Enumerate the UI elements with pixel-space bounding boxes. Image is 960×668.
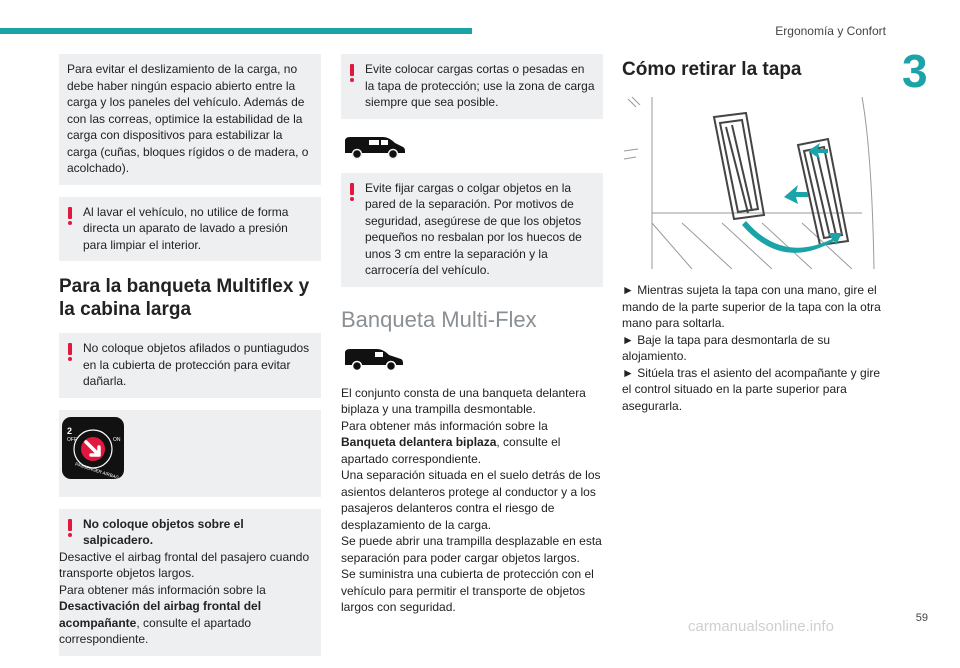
warning-text: Evite colocar cargas cortas o pesadas en la tapa de protección; use la zona de carga siempre que sea posible. xyxy=(365,62,595,109)
warning-box-sharp-objects xyxy=(59,333,321,398)
warning-box-short-loads xyxy=(341,54,603,119)
warning-text: No coloque objetos afilados o puntiagudos en la cubierta de protección para evitar dañarla. xyxy=(83,341,310,388)
header-accent-bar xyxy=(0,28,472,34)
chapter-number: 3 xyxy=(902,45,928,97)
svg-text:PASSENGER AIRBAG: PASSENGER AIRBAG xyxy=(74,460,120,480)
warning-box-dashboard xyxy=(59,509,321,656)
van-short-icon xyxy=(343,343,407,373)
watermark: carmanualsonline.info xyxy=(688,618,834,635)
section-title-multiflex-bench: Banqueta Multi-Flex xyxy=(341,306,537,332)
info-box-load xyxy=(59,54,321,185)
van-long-figure xyxy=(341,131,603,165)
section-title-remove-cover: Cómo retirar la tapa xyxy=(622,59,802,80)
paragraph: Se puede abrir una trampilla desplazable en esta separación para poder cargar objetos largos. xyxy=(341,534,602,565)
airbag-off-icon xyxy=(61,416,125,480)
column-3 xyxy=(622,54,884,414)
paragraph: Se suministra una cubierta de protección con el vehículo para permitir el transporte de objetos largos con seguridad. xyxy=(341,567,594,614)
warning-icon xyxy=(349,64,355,84)
column-2 xyxy=(341,54,603,616)
chapter-title: Ergonomía y Confort xyxy=(775,24,886,38)
svg-text:OFF: OFF xyxy=(67,436,77,443)
svg-text:ON: ON xyxy=(113,436,121,443)
cross-reference[interactable]: Banqueta delantera biplaza xyxy=(341,435,497,449)
van-long-icon xyxy=(343,131,407,161)
warning-box-washing xyxy=(59,197,321,262)
page-number: 59 xyxy=(915,612,928,624)
paragraph: Una separación situada en el suelo detrás de los asientos delanteros protege al conductor y a los pasajeros delanteros contra el riesgo de desplazamiento de la carga. xyxy=(341,468,601,532)
warning-title: No coloque objetos sobre el salpicadero. xyxy=(83,516,244,547)
svg-text:2: 2 xyxy=(67,425,73,436)
warning-icon xyxy=(67,519,73,539)
airbag-image-box xyxy=(59,410,321,497)
cross-reference[interactable]: Desactivación del airbag frontal del acompañante xyxy=(59,599,262,630)
warning-icon xyxy=(349,183,355,203)
warning-icon xyxy=(67,207,73,227)
cover-removal-illustration xyxy=(622,93,884,274)
warning-text: Evite fijar cargas o colgar objetos en la pared de la separación. Por motivos de seguridad, asegúrese de que los objetos pequeños no resbalan por los huecos de unos 3 cm entre la separación y la carrocería del vehículo. xyxy=(365,180,582,277)
warning-text: Para obtener más información sobre la Desactivación del airbag frontal del acompañante, consulte el apartado correspondiente. xyxy=(59,582,266,646)
paragraph: El conjunto consta de una banqueta delantera biplaza y una trampilla desmontable. xyxy=(341,385,586,416)
section-title-multiflex: Para la banqueta Multiflex y la cabina larga xyxy=(59,276,310,320)
warning-text: Al lavar el vehículo, no utilice de forma directa un aparato de lavado a presión para limpiar el interior. xyxy=(83,204,289,252)
paragraph: Para obtener más información sobre la Banqueta delantera biplaza, consulte el apartado correspondiente. xyxy=(341,418,561,466)
column-1 xyxy=(59,54,321,668)
warning-box-partition xyxy=(341,173,603,287)
step: ► Mientras sujeta la tapa con una mano, gire el mando de la parte superior de la tapa con la otra mano para soltarla. xyxy=(622,283,881,330)
warning-icon xyxy=(67,343,73,363)
van-short-figure xyxy=(341,343,603,377)
warning-text: Desactive el airbag frontal del pasajero cuando transporte objetos largos. xyxy=(59,549,310,580)
step: ► Sitúela tras el asiento del acompañante y gire el control situado en la parte superior para asegurarla. xyxy=(622,365,881,413)
info-text: Para evitar el deslizamiento de la carga, no debe haber ningún espacio abierto entre la carga y los paneles del vehículo. Además de con las correas, optimice la estabilidad de la carga con dispositivos para estabilizar la carga (cuñas, bloques rígidos o de madera, o acolchado). xyxy=(67,62,309,175)
step: ► Baje la tapa para desmontarla de su alojamiento. xyxy=(622,332,831,363)
cover-removal-drawing xyxy=(622,93,884,269)
